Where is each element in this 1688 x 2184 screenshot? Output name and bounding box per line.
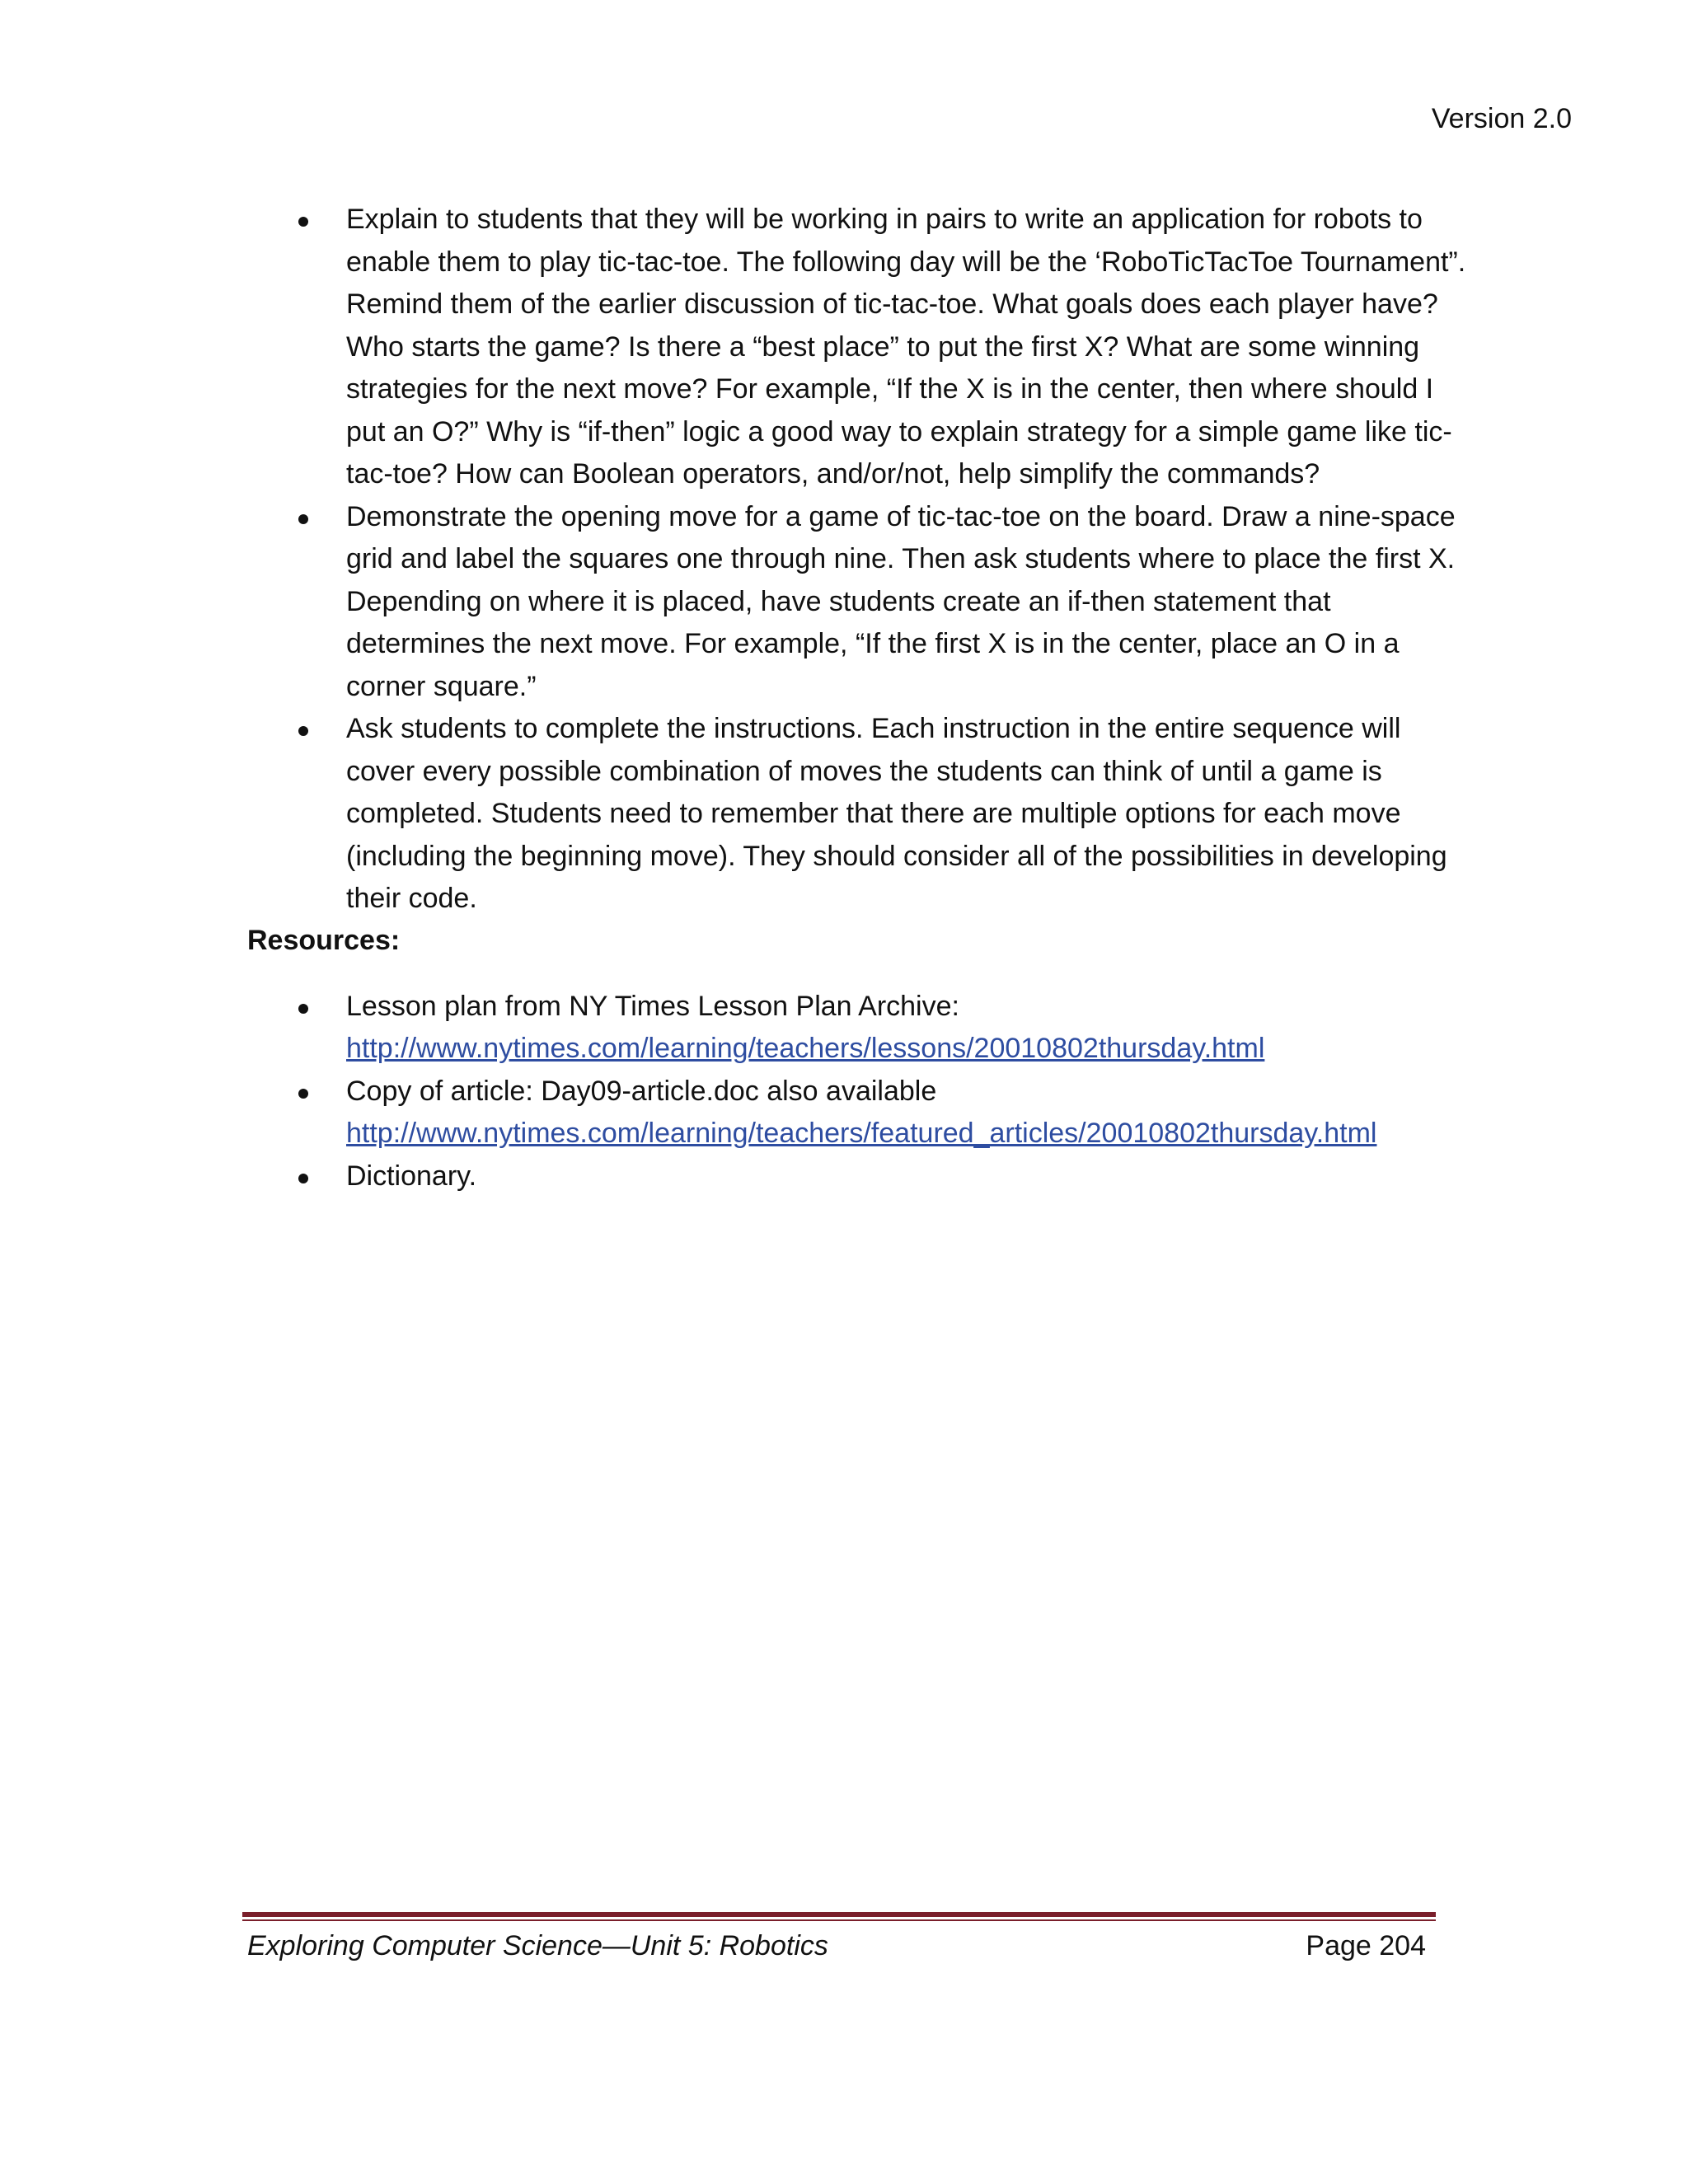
list-item bbox=[247, 986, 1467, 1071]
list-item bbox=[247, 1155, 1467, 1198]
instruction-list bbox=[247, 199, 1467, 921]
page-number: Page 204 bbox=[1306, 1930, 1426, 1961]
footer-divider bbox=[242, 1912, 1436, 1917]
bullet-icon bbox=[298, 1089, 308, 1099]
bullet-icon bbox=[298, 726, 308, 736]
main-content bbox=[247, 199, 1467, 1197]
resource-text: Dictionary. bbox=[346, 1160, 477, 1192]
list-item bbox=[247, 199, 1467, 496]
article-link[interactable]: http://www.nytimes.com/learning/teachers/featured_articles/20010802thursday.html bbox=[346, 1118, 1377, 1149]
resources-list bbox=[247, 986, 1467, 1198]
lesson-plan-link[interactable]: http://www.nytimes.com/learning/teachers/lessons/20010802thursday.html bbox=[346, 1033, 1265, 1064]
bullet-icon bbox=[298, 1174, 308, 1183]
page-footer bbox=[242, 1912, 1436, 1964]
list-item bbox=[247, 496, 1467, 709]
resources-heading: Resources: bbox=[247, 924, 401, 956]
list-item bbox=[247, 708, 1467, 921]
footer-title: Exploring Computer Science—Unit 5: Robotics bbox=[247, 1930, 828, 1961]
bullet-icon bbox=[298, 514, 308, 524]
footer-text-row bbox=[242, 1928, 1436, 1964]
bullet-icon bbox=[298, 1004, 308, 1014]
instruction-text: Demonstrate the opening move for a game of tic-tac-toe on the board. Draw a nine-space grid and label the squares one through nine. Then ask students where to place the first X. Depending on where it is placed, have students create an if-then statement that determines the next move. For example, “If the first X is in the center, place an O in a corner square.” bbox=[346, 500, 1456, 702]
list-item bbox=[247, 1071, 1467, 1155]
bullet-icon bbox=[298, 217, 308, 227]
resource-text: Lesson plan from NY Times Lesson Plan Archive: bbox=[346, 990, 959, 1022]
instruction-text: Explain to students that they will be working in pairs to write an application for robots to enable them to play tic-tac-toe. The following day will be the ‘RoboTicTacToe Tournament”. Remind them of the earlier discussion of tic-tac-toe. What goals does each player have? Who starts the game? Is there a “best place” to put the first X? What are some winning strategies for the next move? For example, “If the X is in the center, then where should I put an O?” Why is “if-then” logic a good way to explain strategy for a simple game like tic-tac-toe? How can Boolean operators, and/or/not, help simplify the commands? bbox=[346, 204, 1466, 490]
version-label: Version 2.0 bbox=[1431, 103, 1572, 134]
instruction-text: Ask students to complete the instructions. Each instruction in the entire sequence will cover every possible combination of moves the students can think of until a game is completed. Students need to remember that there are multiple options for each move (including the beginning move). They should consider all of the possibilities in developing their code. bbox=[346, 713, 1447, 914]
resource-text: Copy of article: Day09-article.doc also available bbox=[346, 1075, 937, 1107]
footer-divider-thin bbox=[242, 1919, 1436, 1921]
